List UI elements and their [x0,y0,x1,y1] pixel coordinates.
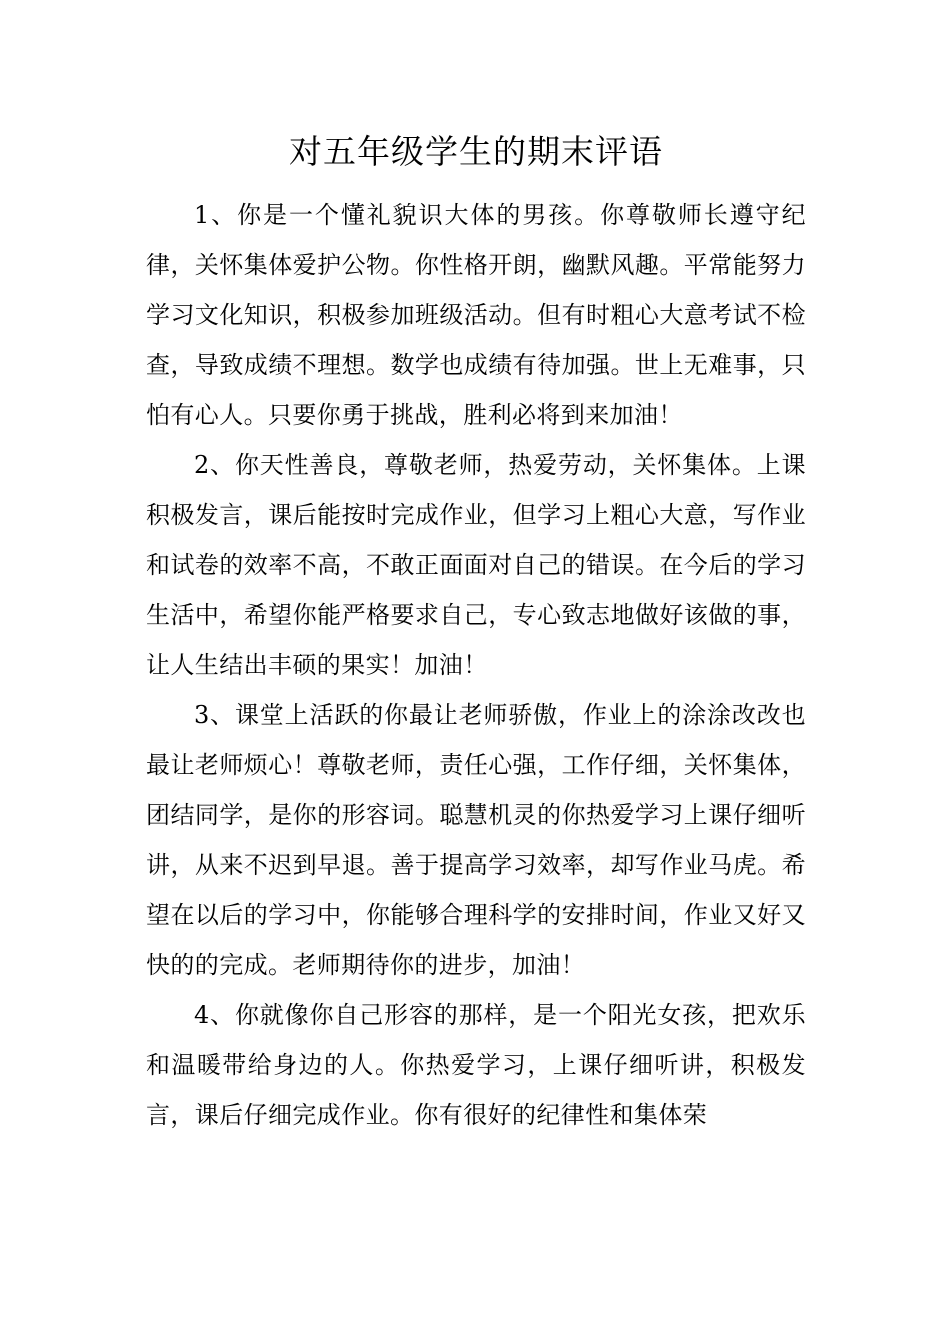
paragraph-4: 4、你就像你自己形容的那样，是一个阳光女孩，把欢乐和温暖带给身边的人。你热爱学习，上课仔细听讲，积极发言，课后仔细完成作业。你有很好的纪律性和集体荣 [146,1001,806,1129]
paragraph-3: 3、课堂上活跃的你最让老师骄傲，作业上的涂涂改改也最让老师烦心！尊敬老师，责任心强，工作仔细，关怀集体，团结同学，是你的形容词。聪慧机灵的你热爱学习上课仔细听讲，从来不迟到早退。善于提高学习效率，却写作业马虎。希望在以后的学习中，你能够合理科学的安排时间，作业又好又快的的完成。老师期待你的进步，加油！ [146,701,806,979]
document-page [146,126,806,1140]
document-title: 对五年级学生的期末评语 [289,132,663,171]
paragraph-1: 1、你是一个懂礼貌识大体的男孩。你尊敬师长遵守纪律，关怀集体爱护公物。你性格开朗，幽默风趣。平常能努力学习文化知识，积极参加班级活动。但有时粗心大意考试不检查，导致成绩不理想。数学也成绩有待加强。世上无难事，只怕有心人。只要你勇于挑战，胜利必将到来加油！ [146,201,806,429]
paragraph-2: 2、你天性善良，尊敬老师，热爱劳动，关怀集体。上课积极发言，课后能按时完成作业，但学习上粗心大意，写作业和试卷的效率不高，不敢正面面对自己的错误。在今后的学习生活中，希望你能严格要求自己，专心致志地做好该做的事，让人生结出丰硕的果实！加油！ [146,451,806,679]
